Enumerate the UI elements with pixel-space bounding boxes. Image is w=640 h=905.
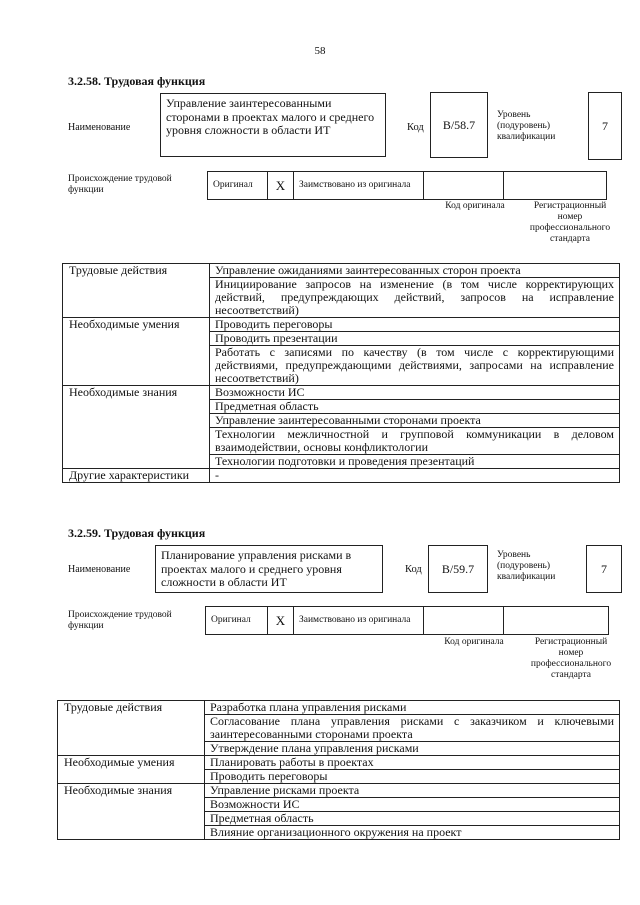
table-cell: Возможности ИС (205, 798, 620, 812)
page-number: 58 (314, 45, 326, 57)
original-mark: X (268, 607, 294, 635)
reg-number-label: Регистрационный номер профессионального стандарта (529, 201, 611, 244)
reg-number-label: Регистрационный номер профессионального стандарта (530, 637, 612, 680)
category-cell: Трудовые действия (63, 264, 210, 318)
category-cell: Необходимые умения (58, 756, 205, 784)
table-cell: Влияние организационного окружения на проект (205, 826, 620, 840)
function-name-box (160, 93, 386, 157)
table-cell: Работать с записями по качеству (в том числе с корректирующими действиями, предупреждающими действиями, запросами на исправление несоответствий) (210, 346, 620, 386)
reg-number-cell (504, 607, 609, 635)
level-value: 7 (601, 561, 607, 576)
category-cell: Необходимые умения (63, 318, 210, 386)
category-cell: Необходимые знания (63, 386, 210, 469)
level-box (588, 92, 622, 160)
level-label: Уровень (подуровень) квалификации (497, 550, 556, 582)
borrowed-label: Заимствовано из оригинала (294, 172, 424, 200)
origin-label: Происхождение трудовой функции (68, 174, 172, 195)
table-cell: Управление рисками проекта (205, 784, 620, 798)
table-cell: Проводить переговоры (210, 318, 620, 332)
table-cell: Технологии подготовки и проведения презентаций (210, 455, 620, 469)
function-name: Планирование управления рисками в проектах малого и среднего уровня сложности в области ИТ (161, 548, 352, 589)
category-cell: Трудовые действия (58, 701, 205, 756)
section-title: 3.2.58. Трудовая функция (68, 74, 206, 88)
table-cell: Планировать работы в проектах (205, 756, 620, 770)
table-cell: Предметная область (205, 812, 620, 826)
table-cell: Инициирование запросов на изменение (в том числе корректирующих действий, предупреждающих действий, запросов на исправление несоответствий) (210, 278, 620, 318)
code-original-cell (424, 172, 504, 200)
table-cell: Утверждение плана управления рисками (205, 742, 620, 756)
table-cell: - (210, 469, 620, 483)
reg-number-cell (504, 172, 607, 200)
table-cell: Согласование плана управления рисками с заказчиком и ключевыми заинтересованными сторонами проекта (205, 715, 620, 742)
function-table (57, 700, 620, 840)
function-table (62, 263, 620, 483)
table-cell: Технологии межличностной и групповой коммуникации в деловом взаимодействии, основы конфликтологии (210, 428, 620, 455)
borrowed-label: Заимствовано из оригинала (294, 607, 424, 635)
function-name: Управление заинтересованными сторонами в проектах малого и среднего уровня сложности в области ИТ (166, 96, 375, 137)
table-cell: Возможности ИС (210, 386, 620, 400)
level-label: Уровень (подуровень) квалификации (497, 110, 556, 142)
code-original-cell (424, 607, 504, 635)
level-value: 7 (602, 118, 608, 133)
table-cell: Управление ожиданиями заинтересованных сторон проекта (210, 264, 620, 278)
code-original-label: Код оригинала (444, 637, 504, 647)
category-cell: Необходимые знания (58, 784, 205, 840)
name-label: Наименование (68, 122, 131, 133)
table-cell: Проводить презентации (210, 332, 620, 346)
origin-label: Происхождение трудовой функции (68, 610, 172, 631)
origin-table (205, 606, 609, 635)
table-cell: Разработка плана управления рисками (205, 701, 620, 715)
code-label: Код (405, 564, 422, 575)
original-label: Оригинал (208, 172, 268, 200)
code-value: B/59.7 (441, 561, 475, 576)
original-mark: X (268, 172, 294, 200)
code-value: B/58.7 (442, 117, 476, 132)
original-label: Оригинал (206, 607, 268, 635)
code-label: Код (407, 122, 424, 133)
code-box (430, 92, 488, 158)
table-cell: Управление заинтересованными сторонами проекта (210, 414, 620, 428)
name-label: Наименование (68, 564, 131, 575)
origin-table (207, 171, 607, 200)
code-original-label: Код оригинала (445, 201, 505, 211)
function-name-box (155, 545, 383, 593)
section-title: 3.2.59. Трудовая функция (68, 526, 206, 540)
level-box (586, 545, 622, 593)
table-cell: Предметная область (210, 400, 620, 414)
table-cell: Проводить переговоры (205, 770, 620, 784)
category-cell: Другие характеристики (63, 469, 210, 483)
code-box (428, 545, 488, 593)
